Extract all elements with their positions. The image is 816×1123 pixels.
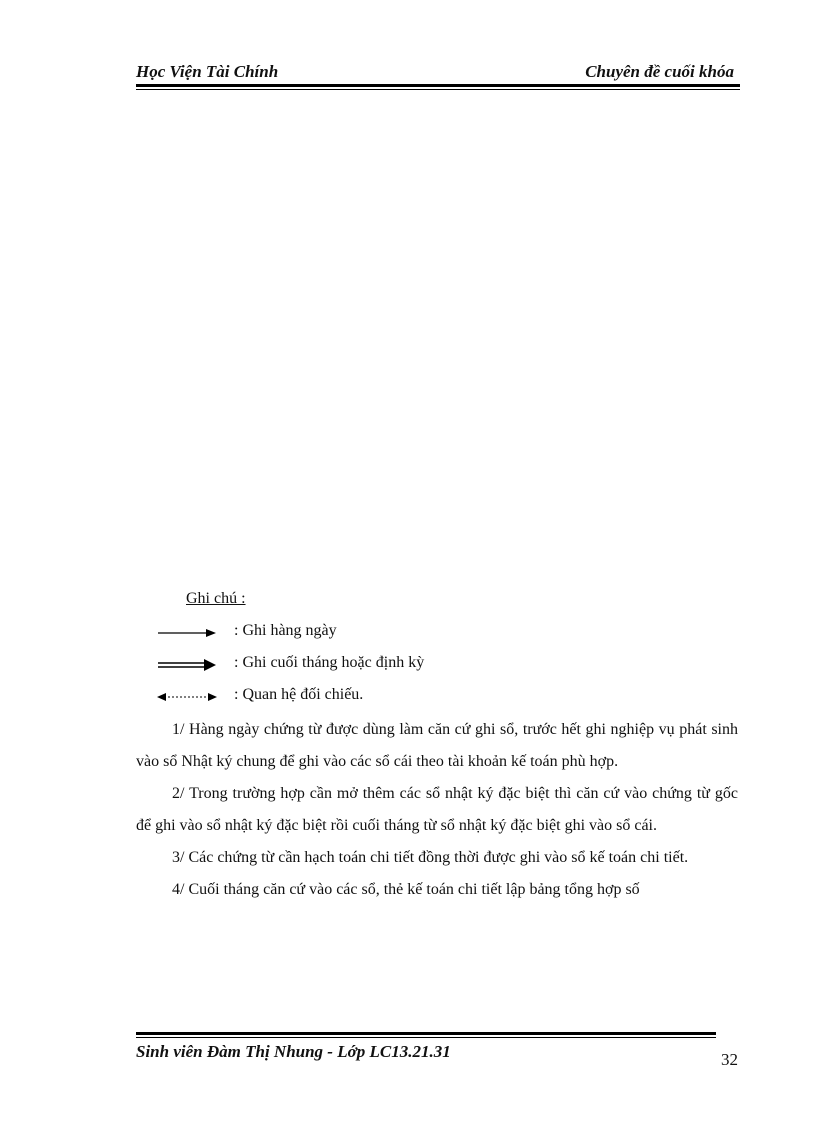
double-arrow-icon (156, 658, 218, 672)
body-text (136, 714, 738, 906)
footer-rule-thin (136, 1037, 716, 1038)
dotted-double-headed-arrow-icon (156, 690, 218, 704)
legend-item-label: : Ghi hàng ngày (234, 622, 337, 639)
footer-author: Sinh viên Đàm Thị Nhung - Lớp LC13.21.31 (136, 1042, 451, 1061)
header-document-type: Chuyên đề cuối khóa (585, 62, 734, 81)
header-rule-thick (136, 84, 740, 87)
legend-title: Ghi chú : (186, 590, 246, 607)
legend-item-label: : Quan hệ đối chiếu. (234, 686, 364, 703)
single-arrow-icon (156, 626, 218, 640)
page-number: 32 (721, 1050, 738, 1069)
header-rule-thin (136, 89, 740, 90)
paragraph: 4/ Cuối tháng căn cứ vào các sổ, thẻ kế toán chi tiết lập bảng tổng hợp số (172, 881, 640, 898)
footer-rule-thick (136, 1032, 716, 1035)
legend-item-monthly (156, 654, 716, 676)
legend-item-label: : Ghi cuối tháng hoặc định kỳ (234, 654, 425, 671)
paragraph: 2/ Trong trường hợp cần mở thêm các sổ nhật ký đặc biệt thì căn cứ vào chứng từ gốc để ghi vào sổ nhật ký đặc biệt rồi cuối tháng từ sổ nhật ký đặc biệt ghi vào sổ cái. (136, 785, 738, 834)
paragraph: 1/ Hàng ngày chứng từ được dùng làm căn cứ ghi sổ, trước hết ghi nghiệp vụ phát sinh vào sổ Nhật ký chung để ghi vào các sổ cái theo tài khoản kế toán phù hợp. (136, 721, 738, 770)
header-institution: Học Viện Tài Chính (136, 62, 279, 81)
legend-item-daily (156, 622, 716, 644)
page-header (136, 60, 740, 84)
paragraph: 3/ Các chứng từ cần hạch toán chi tiết đồng thời được ghi vào sổ kế toán chi tiết. (172, 849, 689, 866)
legend-item-reconcile (156, 686, 716, 708)
